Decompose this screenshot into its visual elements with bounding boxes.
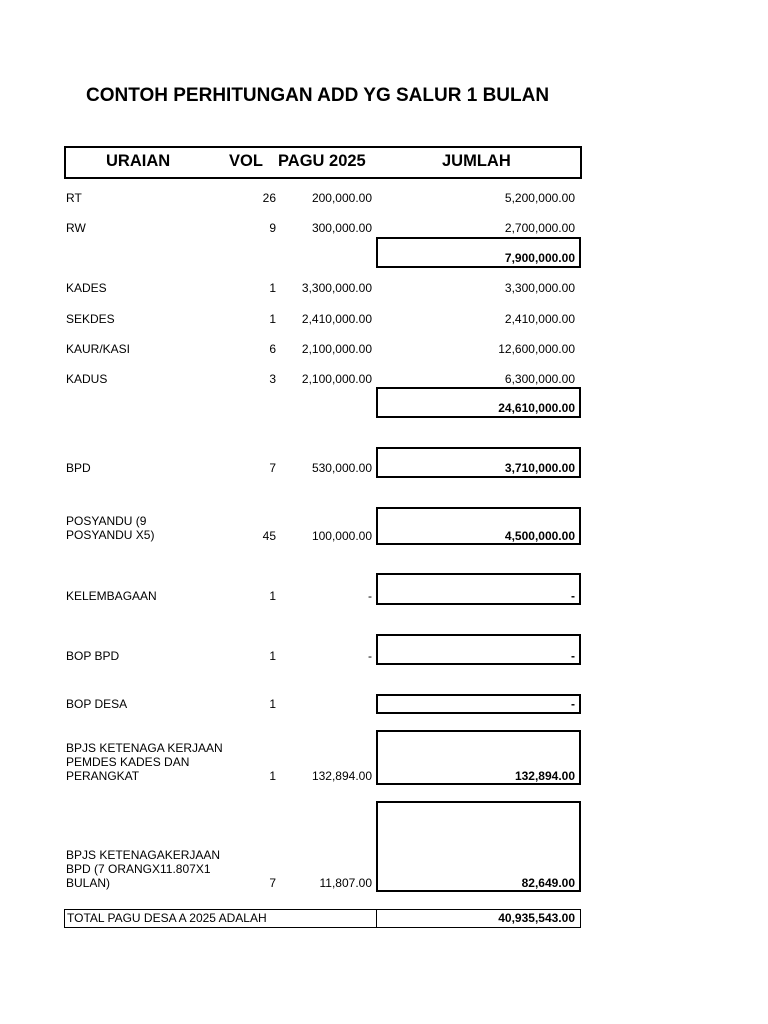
row-vol: 45 [262,529,276,543]
row-jumlah: - [571,589,575,603]
row-vol: 1 [269,697,276,711]
row-label: KELEMBAGAAN [66,589,157,603]
header-pagu: PAGU 2025 [278,152,366,170]
row-pagu: 2,100,000.00 [301,372,372,386]
row-vol: 6 [269,342,276,356]
row-jumlah: 4,500,000.00 [504,529,575,543]
row-jumlah: 6,300,000.00 [504,372,575,386]
row-vol: 1 [269,649,276,663]
row-pagu: 2,410,000.00 [301,312,372,326]
row-vol: 7 [269,461,276,475]
row-jumlah: 132,894.00 [514,769,575,783]
row-pagu: - [368,589,372,603]
row-label: RT [66,191,82,205]
row-pagu: 11,807.00 [319,876,372,890]
row-vol: 26 [262,191,276,205]
total-label: TOTAL PAGU DESA A 2025 ADALAH [67,911,267,925]
row-label: BPJS KETENAGA KERJAAN PEMDES KADES DAN PERANGKAT [66,741,223,783]
row-label: RW [66,221,86,235]
row-vol: 1 [269,589,276,603]
row-label: BPD [66,461,91,475]
row-jumlah: 3,300,000.00 [504,281,575,295]
row-label: BOP DESA [66,697,128,711]
row-pagu: 132,894.00 [311,769,372,783]
subtotal-rt-rw: 7,900,000.00 [504,251,575,265]
row-pagu: 2,100,000.00 [301,342,372,356]
row-label: BOP BPD [66,649,120,663]
row-jumlah: 12,600,000.00 [498,342,575,356]
row-vol: 1 [269,312,276,326]
row-vol: 3 [269,372,276,386]
row-label: KADES [66,281,107,295]
row-label: SEKDES [66,312,115,326]
row-vol: 1 [269,281,276,295]
header-uraian: URAIAN [106,152,171,170]
row-pagu: 3,300,000.00 [301,281,372,295]
row-jumlah: - [571,697,575,711]
row-jumlah: 2,410,000.00 [504,312,575,326]
row-jumlah: 2,700,000.00 [504,221,575,235]
row-pagu: 300,000.00 [311,221,372,235]
row-vol: 7 [269,876,276,890]
total-value: 40,935,543.00 [498,911,575,925]
row-jumlah: 82,649.00 [521,876,575,890]
header-jumlah: JUMLAH [442,152,511,170]
header-vol: VOL [229,152,263,170]
row-pagu: 530,000.00 [311,461,372,475]
subtotal-perangkat: 24,610,000.00 [498,401,575,415]
page-title: CONTOH PERHITUNGAN ADD YG SALUR 1 BULAN [86,85,550,106]
row-label: KADUS [66,372,108,386]
row-label: KAUR/KASI [66,342,131,356]
row-vol: 1 [269,769,276,783]
row-jumlah: 3,710,000.00 [504,461,575,475]
row-jumlah: - [571,649,575,663]
row-pagu: 100,000.00 [311,529,372,543]
row-vol: 9 [269,221,276,235]
row-jumlah: 5,200,000.00 [504,191,575,205]
row-label: POSYANDU (9 POSYANDU X5) [66,514,155,542]
row-pagu: - [368,649,372,663]
row-label: BPJS KETENAGAKERJAAN BPD (7 ORANGX11.807X1 BULAN) [66,848,221,890]
row-pagu: 200,000.00 [311,191,372,205]
